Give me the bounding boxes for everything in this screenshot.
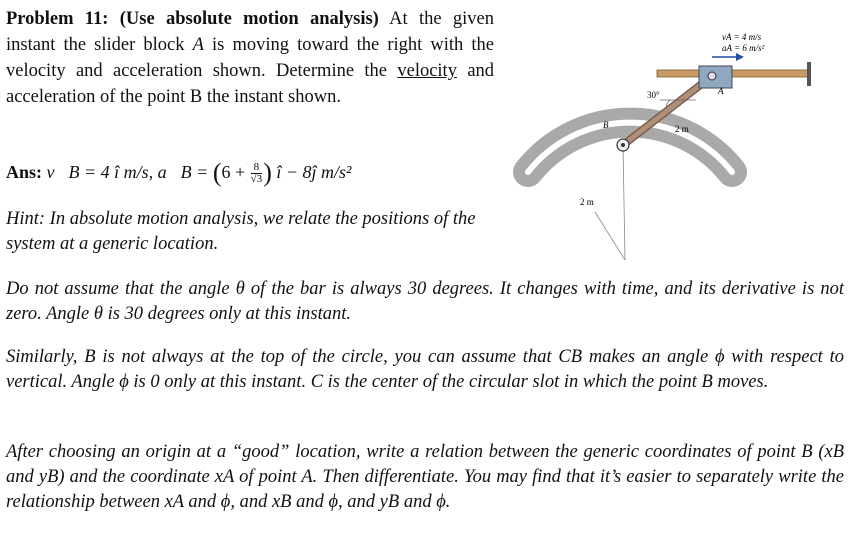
paragraph-theta: Do not assume that the angle θ of the bar is always 30 degrees. It changes with time, and its derivative is not zero. Angle θ is 30 degrees only at this instant. [6, 279, 844, 324]
open-paren: ( [212, 158, 222, 187]
answer-label: Ans: [6, 162, 43, 182]
underlined-velocity: velocity [397, 61, 457, 81]
hint-text: Hint: In absolute motion analysis, we relate the positions of the system at a generic location. [6, 209, 476, 254]
problem-statement [6, 6, 494, 110]
radius-line-left [595, 212, 625, 260]
point-a-label: A [718, 86, 724, 96]
slider-track [657, 70, 809, 77]
fraction-denominator: √3 [250, 173, 263, 186]
point-b-label: B [603, 120, 609, 130]
bar-length-label: 2 m [675, 124, 689, 134]
answer-accel-six: 6 + [221, 162, 246, 182]
aa-label: aA = 6 m/s² [722, 43, 765, 53]
pin-a [708, 72, 716, 80]
answer-line [6, 158, 351, 188]
mechanism-figure [500, 0, 850, 270]
answer-fraction [251, 162, 263, 185]
answer-accel-lhs: a⃗B = [157, 162, 209, 182]
answer-accel-rest: î − 8ĵ m/s² [276, 162, 352, 182]
variable-a: A [192, 35, 204, 55]
va-label: vA = 4 m/s [722, 32, 762, 42]
radius-label: 2 m [580, 197, 594, 207]
problem-text-3: and acceleration of the point B the instant shown. [6, 61, 495, 107]
answer-velocity: v⃗B = 4 î m/s, [46, 162, 154, 182]
paragraph-coordinates: After choosing an origin at a “good” location, write a relation between the generic coordinates of point B (xB and yB) and the coordinate xA of point A. Then differentiate. You may find that it’s easier to separately write the relationship between xA and ϕ, and xB and ϕ, and yB and ϕ. [6, 442, 844, 512]
pin-b-center [621, 143, 625, 147]
problem-text-2: is moving toward the right with the velocity and acceleration shown. Determine the [6, 35, 495, 81]
close-paren: ) [263, 158, 272, 187]
problem-text-1: At the given instant the slider block [6, 9, 495, 55]
angle-label: 30° [647, 90, 660, 100]
problem-heading: Problem 11: (Use absolute motion analysis) [6, 9, 379, 29]
radius-line-center [623, 145, 625, 260]
velocity-arrowhead [736, 53, 744, 61]
fraction-numerator: 8 [251, 162, 263, 174]
paragraph-phi: Similarly, B is not always at the top of the circle, you can assume that CB makes an angle ϕ with respect to vertical. Angle ϕ is 0 only at this instant. C is the center of the circular slot in which the point B moves. [6, 347, 844, 392]
